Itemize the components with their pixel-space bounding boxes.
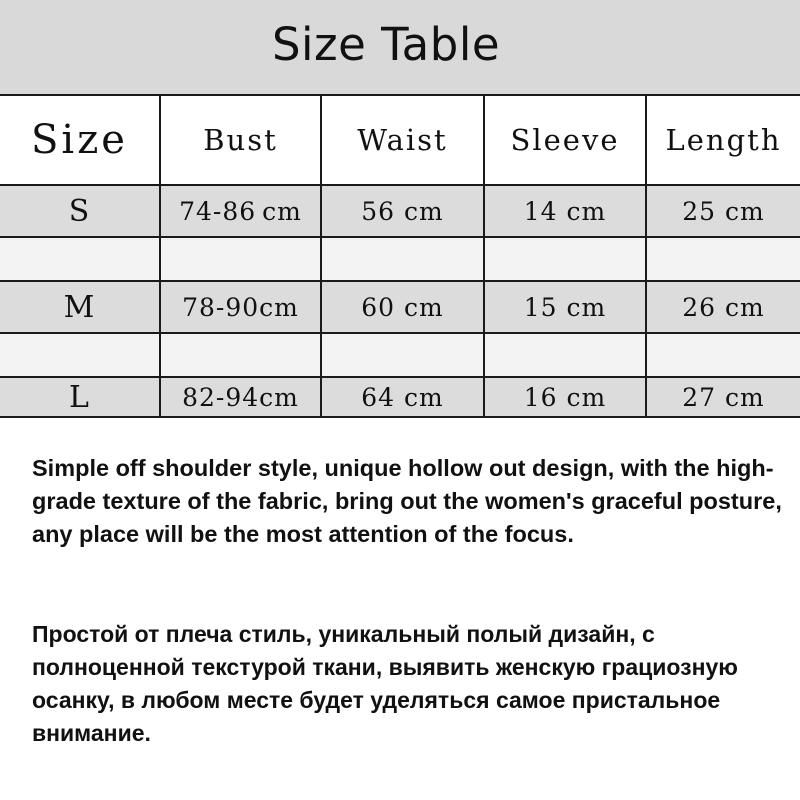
size-table [0,94,800,418]
bust-cell: 78-90cm [160,281,321,333]
spacer-cell [321,333,484,377]
header-waist: Waist [321,95,484,185]
spacer-cell [484,333,646,377]
spacer-cell [160,237,321,281]
header-length: Length [646,95,800,185]
spacer-cell [484,237,646,281]
waist-cell: 60 cm [321,281,484,333]
bust-cell: 82-94cm [160,377,321,417]
spacer-cell [321,237,484,281]
sleeve-cell: 16 cm [484,377,646,417]
length-cell: 27 cm [646,377,800,417]
header-sleeve: Sleeve [484,95,646,185]
sleeve-cell: 15 cm [484,281,646,333]
length-cell: 25 cm [646,185,800,237]
size-cell: M [0,281,160,333]
size-cell: L [0,377,160,417]
table-row [0,281,800,333]
header-size: Size [0,95,160,185]
table-spacer-row [0,237,800,281]
size-cell: S [0,185,160,237]
spacer-cell [0,237,160,281]
title-band [0,0,800,94]
header-bust: Bust [160,95,321,185]
table-row [0,377,800,417]
spacer-cell [0,333,160,377]
bust-cell: 74-86 cm [160,185,321,237]
sleeve-cell: 14 cm [484,185,646,237]
spacer-cell [160,333,321,377]
length-cell: 26 cm [646,281,800,333]
table-row [0,185,800,237]
waist-cell: 64 cm [321,377,484,417]
table-header-row [0,95,800,185]
table-spacer-row [0,333,800,377]
waist-cell: 56 cm [321,185,484,237]
description-english: Simple off shoulder style, unique hollow out design, with the high-grade texture of the fabric, bring out the women's graceful posture, any place will be the most attention of the focus. [32,455,782,547]
description-russian: Простой от плеча стиль, уникальный полый дизайн, с полноценной текстурой ткани, выявить женскую грациозную осанку, в любом месте будет уделяться самое пристальное внимание. [32,621,738,746]
spacer-cell [646,333,800,377]
spacer-cell [646,237,800,281]
page-title: Size Table [271,18,501,71]
